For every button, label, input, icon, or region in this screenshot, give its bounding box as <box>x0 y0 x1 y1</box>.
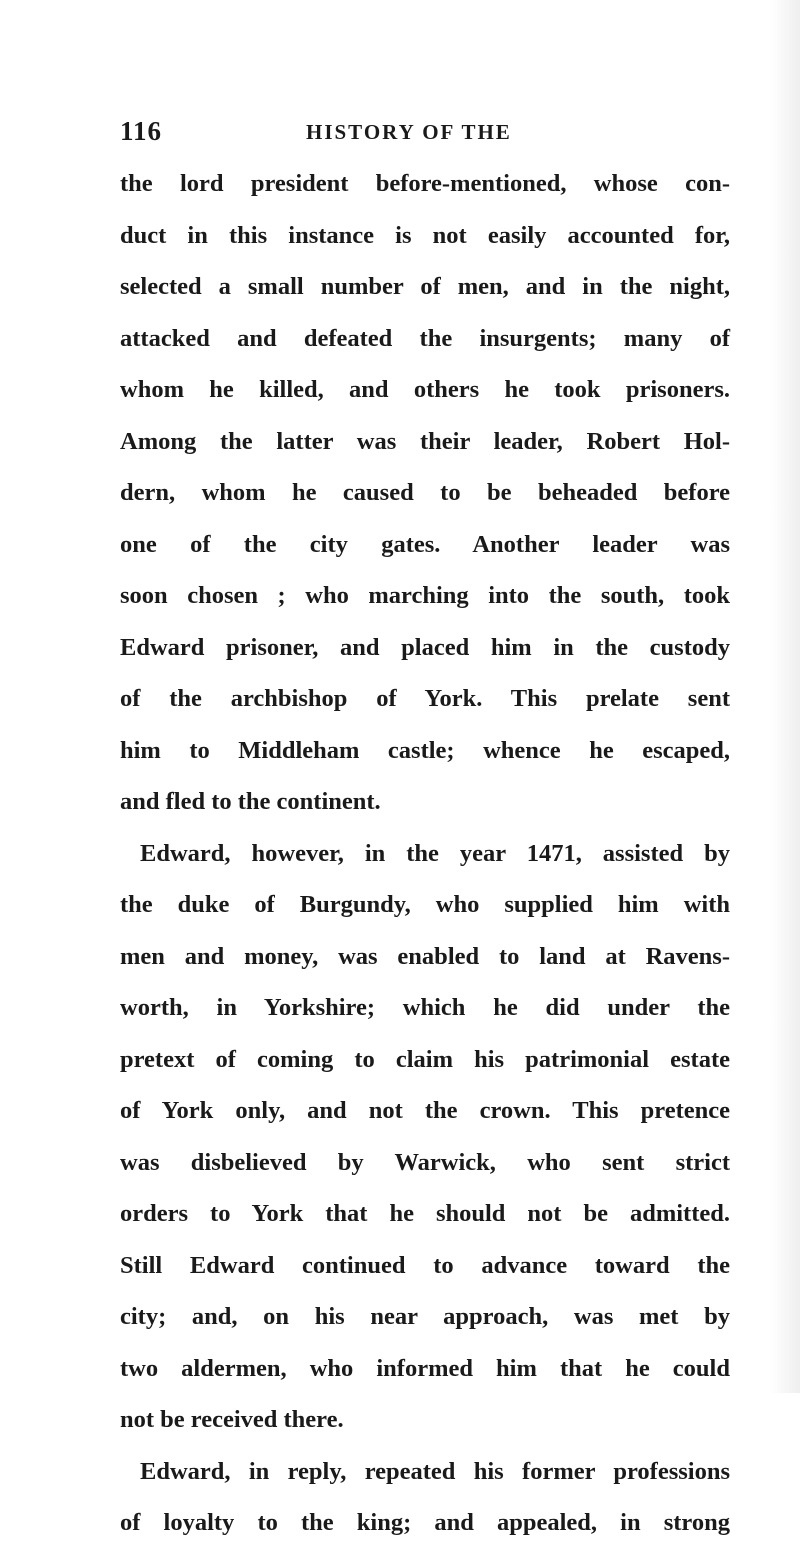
text-line: city; and, on his near approach, was met by <box>120 1303 730 1330</box>
text-line: him to Middleham castle; whence he escaped, <box>120 736 730 764</box>
text-line: was disbelieved by Warwick, who sent strict <box>120 1148 730 1176</box>
text-line: the duke of Burgundy, who supplied him with <box>120 891 730 918</box>
page-edge-shading <box>770 0 800 1393</box>
text-line: Still Edward continued to advance toward the <box>120 1251 730 1279</box>
text-line: Among the latter was their leader, Robert Hol- <box>120 427 730 455</box>
text-line: orders to York that he should not be admitted. <box>120 1200 730 1227</box>
text-line: selected a small number of men, and in the night, <box>120 273 730 300</box>
text-line: worth, in Yorkshire; which he did under the <box>120 994 730 1021</box>
text-line: of the archbishop of York. This prelate sent <box>120 685 730 712</box>
running-head: HISTORY OF THE <box>306 120 512 144</box>
text-line: not be received there. <box>120 1406 344 1433</box>
page-header <box>120 116 720 156</box>
text-line: two aldermen, who informed him that he could <box>120 1354 730 1382</box>
text-line: Edward, in reply, repeated his former professions <box>140 1457 730 1485</box>
text-line: duct in this instance is not easily accounted for, <box>120 221 730 249</box>
page-number: 116 <box>120 116 163 146</box>
text-line: Edward prisoner, and placed him in the custody <box>120 633 730 661</box>
text-line: the lord president before-mentioned, whose con- <box>120 170 730 197</box>
text-line: whom he killed, and others he took prisoners. <box>120 376 730 403</box>
text-line: dern, whom he caused to be beheaded before <box>120 479 730 506</box>
text-line: and fled to the continent. <box>120 788 381 815</box>
text-line: of York only, and not the crown. This pretence <box>120 1097 730 1124</box>
text-line: Edward, however, in the year 1471, assisted by <box>140 839 730 867</box>
text-line: of loyalty to the king; and appealed, in strong <box>120 1509 730 1536</box>
text-line: attacked and defeated the insurgents; many of <box>120 324 730 352</box>
text-line: men and money, was enabled to land at Ravens- <box>120 942 730 970</box>
text-line: soon chosen ; who marching into the south, took <box>120 582 730 609</box>
text-line: one of the city gates. Another leader was <box>120 530 730 558</box>
text-line: pretext of coming to claim his patrimonial estate <box>120 1045 730 1073</box>
body-text <box>120 158 730 1549</box>
